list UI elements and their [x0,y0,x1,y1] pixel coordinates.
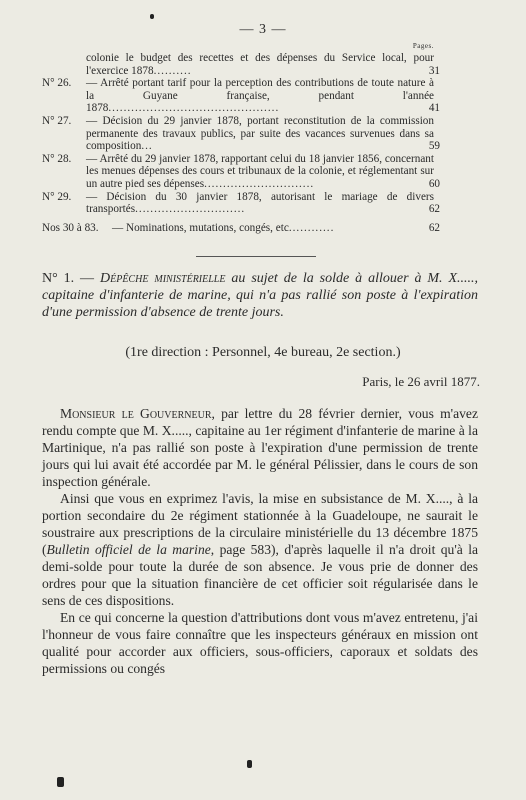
toc-entry-page: 31 [428,64,440,77]
document-heading [42,270,478,321]
toc-entry-number: N° 27. [42,114,72,127]
toc-entry-text: — Arrêté portant tarif pour la perception des contributions de toute nature à la Guyane française, pendant l'année 1878 [86,77,434,115]
toc-entry-text: — Nominations, mutations, congés, etc [112,221,289,234]
document-number: N° 1. — [42,271,95,286]
toc-entry [42,152,440,191]
document-subject: au sujet de la solde à allouer à M. X....., capitaine d'infanterie de marine, qui n'a pas rallié son poste à l'expiration d'une permission d'absence de trente jours. [42,271,479,320]
paragraph-text: En ce qui concerne la question d'attributions dont vous m'avez entretenu, j'ai l'honneur de vous faire connaître que les inspecteurs généraux en mission ont qualité pour accorder aux officiers, sous-officiers, caporaux et soldats des permissions ou congés [42,610,478,676]
paragraph [42,490,478,609]
toc-entry-number: N° 29. [42,190,72,203]
pages-column-label: Pages. [412,42,434,50]
toc-entry [42,221,440,235]
toc-entry-page: 60 [428,177,440,190]
toc-entry-number: Nos 30 à 83. [42,221,99,234]
paragraph-text: par lettre du 28 février dernier, vous m'avez rendu compte que M. X....., capitaine au 1er régiment d'infanterie de marine à la Martinique, n'a pas rallié son poste à l'expiration d'une permission de trente jours qui lui avait été accordée par M. le général Pélissier, dans le cours de son inspection générale. [42,406,478,489]
toc-leader-dots: ... [141,140,153,153]
toc-entry [42,190,440,216]
toc-leader-dots: ............................................. [108,102,280,115]
paragraph-text: , page 583), d'après laquelle il n'a droit qu'à la demi-solde pour toute la durée de son absence. Je vous prie de donner des ordres pour que la situation financière de cet officier soit régularisée dans le sens de ces dispositions. [42,542,479,608]
toc-entry-text: — Décision du 30 janvier 1878, autorisant le mariage de divers transportés [86,190,434,216]
page-number: — 3 — [239,22,287,37]
letter-body [42,405,478,677]
toc-leader-dots: ............................. [204,177,315,190]
table-of-contents [42,52,440,234]
salutation: Monsieur le Gouverneur, [60,406,215,421]
toc-leader-dots: ............ [288,221,335,234]
toc-leader-dots: ............................. [135,203,246,216]
toc-entry [42,114,440,153]
ink-spot-mark [57,777,64,787]
ink-spot-mark [150,14,154,19]
toc-leader-dots: .......... [153,64,192,77]
toc-entry-text: colonie le budget des recettes et des dépenses du Service local, pour l'exercice 1878 [86,52,434,77]
paragraph [42,609,478,677]
document-date: Paris, le 26 avril 1877. [362,374,480,389]
paragraph [42,405,478,490]
toc-entry [42,52,440,77]
toc-entry-number: N° 28. [42,152,72,165]
toc-entry-number: N° 26. [42,77,72,90]
toc-entry-page: 62 [428,203,440,216]
toc-entry-page: 62 [428,221,440,234]
direction-line: (1re direction : Personnel, 4e bureau, 2e section.) [125,345,401,360]
ink-spot-mark [247,760,252,768]
toc-entry-text: — Arrêté du 29 janvier 1878, rapportant celui du 18 janvier 1856, concernant les menues dépenses des cours et tribunaux de la colonie, et réglementant sur un autre pied ses dépenses [86,152,434,190]
toc-entry-page: 41 [428,102,440,115]
toc-entry [42,77,440,115]
paragraph-text: Ainsi que vous en exprimez l'avis, la mise en subsistance de M. X...., à la portion secondaire du 2e régiment stationnée à la Guadeloupe, ne saurait le soustraire aux prescriptions de la circulaire ministérielle du 13 décembre 1875 ( [42,491,478,557]
toc-entry-text: — Décision du 29 janvier 1878, portant reconstitution de la commission permanente des travaux publics, par suite des vacances survenues dans sa composition [86,114,434,153]
document-title: Dépêche ministérielle [100,271,226,286]
toc-entry-page: 59 [428,140,440,153]
section-divider [196,256,316,257]
bulletin-reference: Bulletin officiel de la marine [46,542,211,557]
